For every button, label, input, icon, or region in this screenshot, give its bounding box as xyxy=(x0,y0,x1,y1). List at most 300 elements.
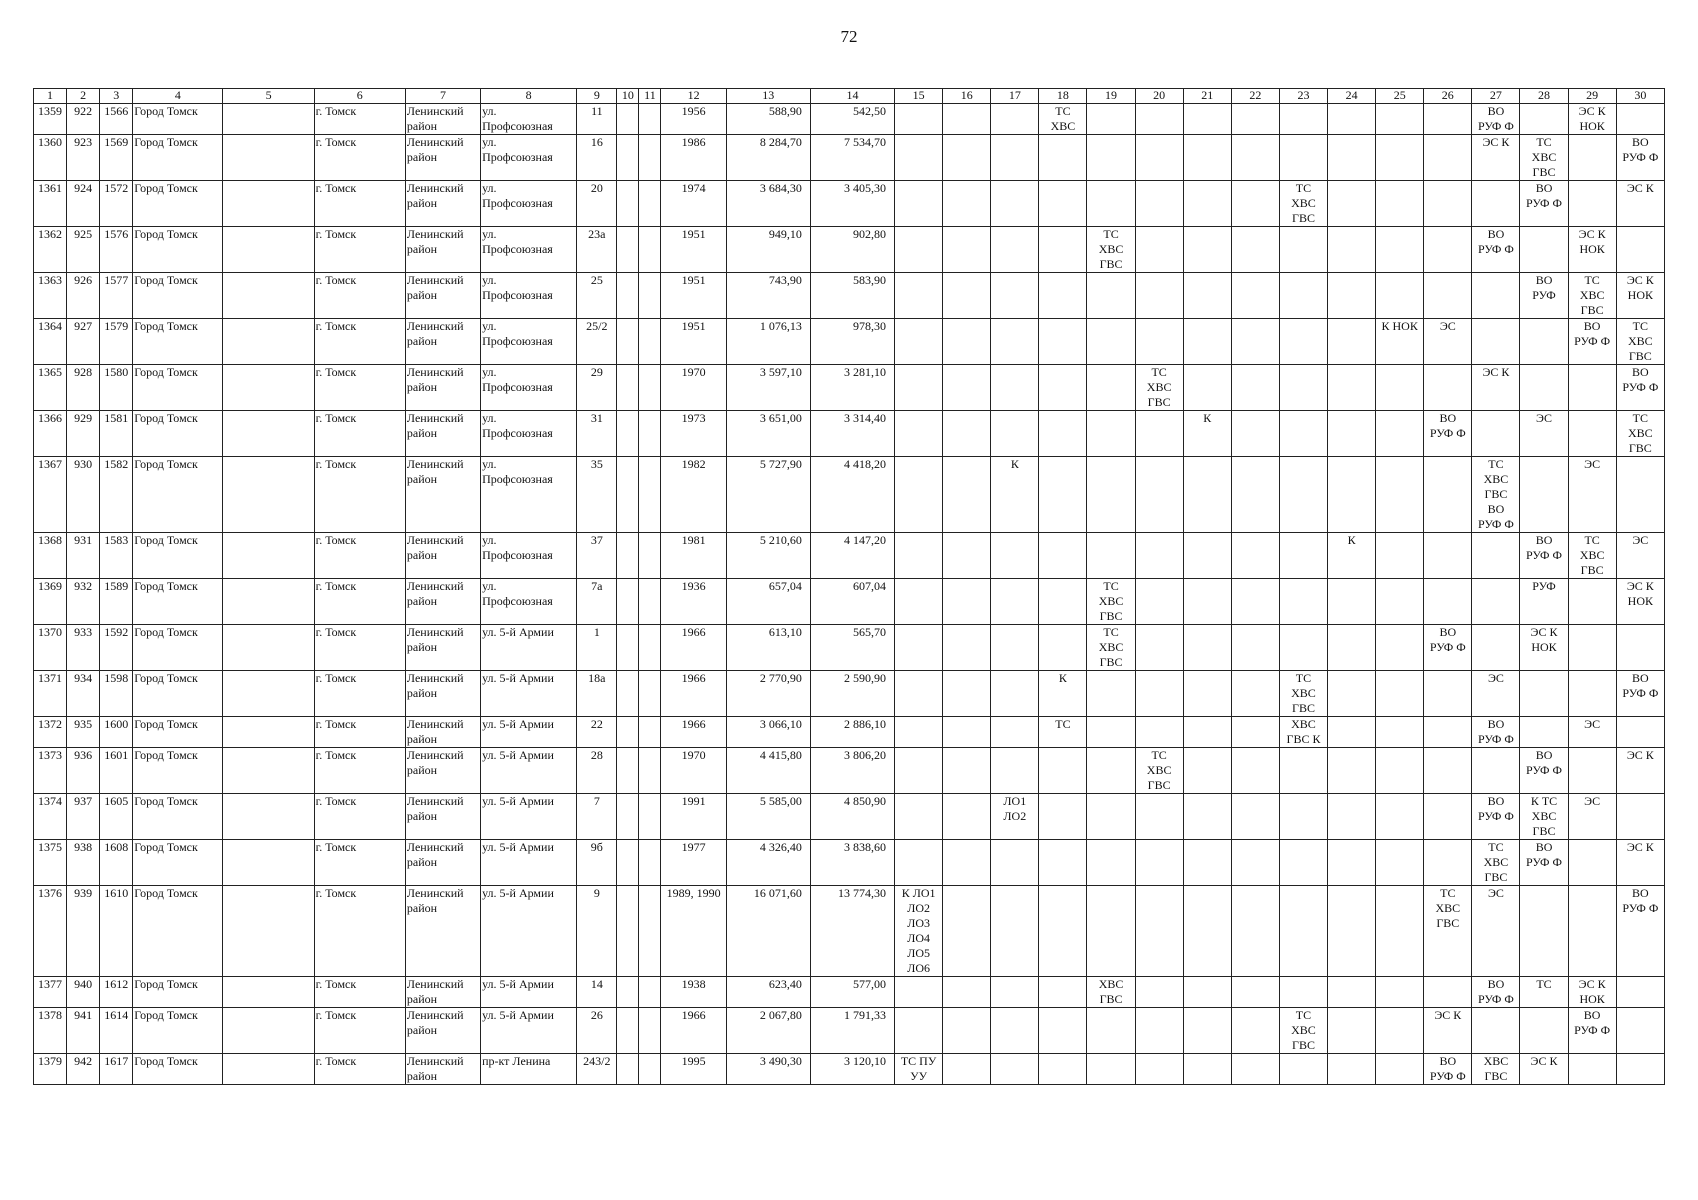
table-cell-col-15 xyxy=(895,717,943,748)
table-row xyxy=(34,886,1665,977)
table-cell-col-24 xyxy=(1328,181,1376,227)
table-cell-col-25 xyxy=(1376,533,1424,579)
table-cell-col-8: ул. 5-й Армии xyxy=(481,794,577,840)
table-cell-col-30: ЭС К НОК xyxy=(1616,273,1664,319)
table-cell-col-4: Город Томск xyxy=(133,1008,223,1054)
table-cell-col-16 xyxy=(943,579,991,625)
table-cell-col-23 xyxy=(1279,579,1327,625)
table-cell-col-14: 2 590,90 xyxy=(810,671,894,717)
table-cell-col-12: 1995 xyxy=(661,1054,726,1085)
table-cell-col-2: 934 xyxy=(67,671,100,717)
table-cell-col-18 xyxy=(1039,840,1087,886)
table-cell-col-13: 3 651,00 xyxy=(726,411,810,457)
column-header-24: 24 xyxy=(1328,89,1376,104)
table-cell-col-2: 940 xyxy=(67,977,100,1008)
table-cell-col-26 xyxy=(1424,579,1472,625)
table-cell-col-20 xyxy=(1135,104,1183,135)
table-cell-col-5 xyxy=(223,1008,314,1054)
table-cell-col-1: 1375 xyxy=(34,840,67,886)
table-cell-col-9: 14 xyxy=(577,977,617,1008)
table-cell-col-22 xyxy=(1231,977,1279,1008)
table-cell-col-15 xyxy=(895,977,943,1008)
table-cell-col-23 xyxy=(1279,135,1327,181)
table-cell-col-10 xyxy=(617,1008,639,1054)
table-cell-col-11 xyxy=(639,840,661,886)
column-header-21: 21 xyxy=(1183,89,1231,104)
table-cell-col-29: ТС ХВС ГВС xyxy=(1568,273,1616,319)
table-cell-col-4: Город Томск xyxy=(133,671,223,717)
table-cell-col-17 xyxy=(991,227,1039,273)
column-header-3: 3 xyxy=(100,89,133,104)
table-cell-col-10 xyxy=(617,533,639,579)
column-header-30: 30 xyxy=(1616,89,1664,104)
table-cell-col-8: ул. 5-й Армии xyxy=(481,977,577,1008)
table-cell-col-19 xyxy=(1087,533,1135,579)
table-cell-col-24 xyxy=(1328,411,1376,457)
table-cell-col-21 xyxy=(1183,1054,1231,1085)
table-cell-col-24 xyxy=(1328,273,1376,319)
table-cell-col-10 xyxy=(617,227,639,273)
table-cell-col-2: 928 xyxy=(67,365,100,411)
table-cell-col-23: ХВС ГВС К xyxy=(1279,717,1327,748)
table-cell-col-22 xyxy=(1231,319,1279,365)
table-cell-col-15 xyxy=(895,748,943,794)
table-cell-col-2: 931 xyxy=(67,533,100,579)
table-cell-col-21 xyxy=(1183,365,1231,411)
table-cell-col-12: 1982 xyxy=(661,457,726,533)
table-cell-col-7: Ленинский район xyxy=(405,533,480,579)
table-cell-col-21 xyxy=(1183,319,1231,365)
table-cell-col-19 xyxy=(1087,365,1135,411)
table-cell-col-29 xyxy=(1568,135,1616,181)
table-cell-col-28: РУФ xyxy=(1520,579,1568,625)
table-cell-col-14: 3 281,10 xyxy=(810,365,894,411)
table-cell-col-24 xyxy=(1328,671,1376,717)
table-cell-col-22 xyxy=(1231,794,1279,840)
table-cell-col-18: ТС ХВС xyxy=(1039,104,1087,135)
table-cell-col-24 xyxy=(1328,104,1376,135)
table-cell-col-8: ул. 5-й Армии xyxy=(481,717,577,748)
table-cell-col-14: 607,04 xyxy=(810,579,894,625)
table-cell-col-12: 1974 xyxy=(661,181,726,227)
table-cell-col-10 xyxy=(617,840,639,886)
table-cell-col-3: 1583 xyxy=(100,533,133,579)
table-cell-col-24 xyxy=(1328,625,1376,671)
table-cell-col-10 xyxy=(617,411,639,457)
table-cell-col-17 xyxy=(991,671,1039,717)
table-cell-col-14: 902,80 xyxy=(810,227,894,273)
table-cell-col-9: 29 xyxy=(577,365,617,411)
column-header-28: 28 xyxy=(1520,89,1568,104)
table-cell-col-9: 7 xyxy=(577,794,617,840)
column-header-2: 2 xyxy=(67,89,100,104)
table-cell-col-5 xyxy=(223,717,314,748)
table-cell-col-14: 583,90 xyxy=(810,273,894,319)
table-cell-col-3: 1572 xyxy=(100,181,133,227)
table-cell-col-13: 3 066,10 xyxy=(726,717,810,748)
table-cell-col-7: Ленинский район xyxy=(405,977,480,1008)
table-cell-col-1: 1366 xyxy=(34,411,67,457)
table-cell-col-12: 1981 xyxy=(661,533,726,579)
table-cell-col-17 xyxy=(991,319,1039,365)
table-cell-col-11 xyxy=(639,671,661,717)
table-cell-col-19 xyxy=(1087,794,1135,840)
table-cell-col-2: 933 xyxy=(67,625,100,671)
table-cell-col-6: г. Томск xyxy=(314,977,405,1008)
table-cell-col-8: ул. 5-й Армии xyxy=(481,886,577,977)
table-cell-col-13: 2 770,90 xyxy=(726,671,810,717)
table-cell-col-25 xyxy=(1376,273,1424,319)
table-row xyxy=(34,227,1665,273)
table-cell-col-22 xyxy=(1231,533,1279,579)
table-cell-col-8: ул. 5-й Армии xyxy=(481,1008,577,1054)
table-cell-col-7: Ленинский район xyxy=(405,181,480,227)
table-cell-col-13: 588,90 xyxy=(726,104,810,135)
table-cell-col-2: 932 xyxy=(67,579,100,625)
table-cell-col-15 xyxy=(895,625,943,671)
table-cell-col-21 xyxy=(1183,1008,1231,1054)
table-cell-col-5 xyxy=(223,411,314,457)
table-cell-col-1: 1377 xyxy=(34,977,67,1008)
table-cell-col-17 xyxy=(991,748,1039,794)
table-cell-col-22 xyxy=(1231,1054,1279,1085)
table-cell-col-15 xyxy=(895,457,943,533)
table-cell-col-5 xyxy=(223,579,314,625)
table-cell-col-26 xyxy=(1424,794,1472,840)
table-cell-col-5 xyxy=(223,273,314,319)
table-cell-col-13: 949,10 xyxy=(726,227,810,273)
table-cell-col-24 xyxy=(1328,1054,1376,1085)
table-cell-col-17 xyxy=(991,273,1039,319)
table-cell-col-22 xyxy=(1231,625,1279,671)
table-cell-col-1: 1370 xyxy=(34,625,67,671)
table-cell-col-10 xyxy=(617,794,639,840)
table-cell-col-20 xyxy=(1135,411,1183,457)
table-cell-col-9: 18а xyxy=(577,671,617,717)
table-cell-col-19 xyxy=(1087,748,1135,794)
table-cell-col-6: г. Томск xyxy=(314,273,405,319)
table-cell-col-6: г. Томск xyxy=(314,533,405,579)
table-cell-col-1: 1364 xyxy=(34,319,67,365)
table-cell-col-27 xyxy=(1472,1008,1520,1054)
column-header-8: 8 xyxy=(481,89,577,104)
table-cell-col-7: Ленинский район xyxy=(405,671,480,717)
table-cell-col-3: 1576 xyxy=(100,227,133,273)
table-cell-col-5 xyxy=(223,794,314,840)
table-cell-col-23 xyxy=(1279,227,1327,273)
table-cell-col-4: Город Томск xyxy=(133,181,223,227)
table-cell-col-6: г. Томск xyxy=(314,840,405,886)
table-cell-col-22 xyxy=(1231,457,1279,533)
table-cell-col-2: 923 xyxy=(67,135,100,181)
table-cell-col-24 xyxy=(1328,886,1376,977)
table-cell-col-22 xyxy=(1231,273,1279,319)
table-cell-col-27: ТС ХВС ГВС xyxy=(1472,840,1520,886)
table-cell-col-28 xyxy=(1520,886,1568,977)
table-cell-col-3: 1601 xyxy=(100,748,133,794)
table-cell-col-2: 941 xyxy=(67,1008,100,1054)
table-cell-col-3: 1580 xyxy=(100,365,133,411)
table-cell-col-18 xyxy=(1039,181,1087,227)
table-cell-col-26 xyxy=(1424,457,1472,533)
table-cell-col-8: ул. Профсоюзная xyxy=(481,579,577,625)
table-cell-col-24 xyxy=(1328,319,1376,365)
table-cell-col-15 xyxy=(895,794,943,840)
table-cell-col-18 xyxy=(1039,1008,1087,1054)
table-cell-col-16 xyxy=(943,104,991,135)
table-cell-col-12: 1977 xyxy=(661,840,726,886)
table-cell-col-15 xyxy=(895,104,943,135)
table-cell-col-25 xyxy=(1376,1008,1424,1054)
table-cell-col-12: 1966 xyxy=(661,1008,726,1054)
table-cell-col-25 xyxy=(1376,748,1424,794)
table-cell-col-25 xyxy=(1376,579,1424,625)
table-cell-col-29 xyxy=(1568,625,1616,671)
table-cell-col-24 xyxy=(1328,457,1376,533)
table-cell-col-12: 1966 xyxy=(661,625,726,671)
table-cell-col-28 xyxy=(1520,1008,1568,1054)
table-cell-col-15 xyxy=(895,135,943,181)
table-cell-col-16 xyxy=(943,273,991,319)
table-cell-col-11 xyxy=(639,886,661,977)
table-cell-col-27 xyxy=(1472,533,1520,579)
table-cell-col-30: ВО РУФ Ф xyxy=(1616,671,1664,717)
column-header-27: 27 xyxy=(1472,89,1520,104)
column-header-4: 4 xyxy=(133,89,223,104)
table-cell-col-5 xyxy=(223,457,314,533)
table-cell-col-6: г. Томск xyxy=(314,104,405,135)
table-cell-col-28 xyxy=(1520,457,1568,533)
table-cell-col-6: г. Томск xyxy=(314,227,405,273)
table-cell-col-10 xyxy=(617,625,639,671)
table-cell-col-1: 1360 xyxy=(34,135,67,181)
table-cell-col-9: 9 xyxy=(577,886,617,977)
table-cell-col-9: 7а xyxy=(577,579,617,625)
table-cell-col-22 xyxy=(1231,411,1279,457)
table-cell-col-9: 23а xyxy=(577,227,617,273)
table-cell-col-28: ВО РУФ Ф xyxy=(1520,840,1568,886)
table-cell-col-23: ТС ХВС ГВС xyxy=(1279,1008,1327,1054)
table-cell-col-4: Город Томск xyxy=(133,457,223,533)
table-cell-col-26: ЭС xyxy=(1424,319,1472,365)
table-cell-col-30 xyxy=(1616,1054,1664,1085)
table-cell-col-5 xyxy=(223,135,314,181)
table-cell-col-30: ЭС К xyxy=(1616,181,1664,227)
table-cell-col-11 xyxy=(639,365,661,411)
table-cell-col-13: 4 415,80 xyxy=(726,748,810,794)
table-cell-col-23 xyxy=(1279,748,1327,794)
table-cell-col-15 xyxy=(895,319,943,365)
table-cell-col-13: 5 727,90 xyxy=(726,457,810,533)
table-cell-col-27: ВО РУФ Ф xyxy=(1472,227,1520,273)
table-cell-col-16 xyxy=(943,717,991,748)
table-cell-col-29: ТС ХВС ГВС xyxy=(1568,533,1616,579)
table-cell-col-24 xyxy=(1328,748,1376,794)
table-cell-col-18 xyxy=(1039,457,1087,533)
table-cell-col-20: ТС ХВС ГВС xyxy=(1135,365,1183,411)
table-cell-col-1: 1374 xyxy=(34,794,67,840)
table-cell-col-29: ВО РУФ Ф xyxy=(1568,319,1616,365)
table-cell-col-2: 936 xyxy=(67,748,100,794)
table-cell-col-4: Город Томск xyxy=(133,794,223,840)
table-cell-col-12: 1956 xyxy=(661,104,726,135)
table-cell-col-17 xyxy=(991,717,1039,748)
table-cell-col-30: ЭС К xyxy=(1616,840,1664,886)
table-cell-col-29: ЭС xyxy=(1568,717,1616,748)
table-cell-col-13: 623,40 xyxy=(726,977,810,1008)
table-cell-col-27 xyxy=(1472,181,1520,227)
table-cell-col-4: Город Томск xyxy=(133,365,223,411)
table-cell-col-20: ТС ХВС ГВС xyxy=(1135,748,1183,794)
table-row xyxy=(34,717,1665,748)
table-cell-col-29: ЭС xyxy=(1568,794,1616,840)
table-cell-col-23 xyxy=(1279,886,1327,977)
table-cell-col-17 xyxy=(991,886,1039,977)
table-cell-col-6: г. Томск xyxy=(314,717,405,748)
table-cell-col-8: ул. Профсоюзная xyxy=(481,135,577,181)
table-cell-col-21 xyxy=(1183,794,1231,840)
table-cell-col-10 xyxy=(617,181,639,227)
table-cell-col-19 xyxy=(1087,273,1135,319)
table-cell-col-22 xyxy=(1231,579,1279,625)
table-cell-col-1: 1379 xyxy=(34,1054,67,1085)
table-cell-col-14: 542,50 xyxy=(810,104,894,135)
table-cell-col-6: г. Томск xyxy=(314,748,405,794)
table-cell-col-14: 4 418,20 xyxy=(810,457,894,533)
table-cell-col-12: 1966 xyxy=(661,717,726,748)
table-cell-col-4: Город Томск xyxy=(133,840,223,886)
table-cell-col-25 xyxy=(1376,671,1424,717)
table-cell-col-16 xyxy=(943,671,991,717)
table-cell-col-25 xyxy=(1376,227,1424,273)
table-cell-col-25 xyxy=(1376,104,1424,135)
table-cell-col-4: Город Томск xyxy=(133,319,223,365)
table-cell-col-13: 1 076,13 xyxy=(726,319,810,365)
table-cell-col-11 xyxy=(639,1054,661,1085)
table-cell-col-29 xyxy=(1568,886,1616,977)
table-cell-col-28: ЭС К НОК xyxy=(1520,625,1568,671)
table-cell-col-26 xyxy=(1424,717,1472,748)
table-cell-col-4: Город Томск xyxy=(133,135,223,181)
table-cell-col-2: 929 xyxy=(67,411,100,457)
table-cell-col-7: Ленинский район xyxy=(405,104,480,135)
table-cell-col-27 xyxy=(1472,625,1520,671)
table-row xyxy=(34,625,1665,671)
table-cell-col-6: г. Томск xyxy=(314,794,405,840)
table-cell-col-25 xyxy=(1376,794,1424,840)
column-header-13: 13 xyxy=(726,89,810,104)
table-cell-col-18 xyxy=(1039,227,1087,273)
table-cell-col-12: 1936 xyxy=(661,579,726,625)
table-cell-col-26 xyxy=(1424,533,1472,579)
table-cell-col-2: 925 xyxy=(67,227,100,273)
table-cell-col-30 xyxy=(1616,227,1664,273)
table-cell-col-29 xyxy=(1568,671,1616,717)
table-cell-col-4: Город Томск xyxy=(133,717,223,748)
table-cell-col-25: К НОК xyxy=(1376,319,1424,365)
table-cell-col-3: 1608 xyxy=(100,840,133,886)
table-cell-col-18 xyxy=(1039,365,1087,411)
table-cell-col-8: ул. Профсоюзная xyxy=(481,319,577,365)
table-cell-col-1: 1365 xyxy=(34,365,67,411)
table-cell-col-6: г. Томск xyxy=(314,411,405,457)
table-cell-col-25 xyxy=(1376,411,1424,457)
table-cell-col-8: ул. Профсоюзная xyxy=(481,104,577,135)
column-header-22: 22 xyxy=(1231,89,1279,104)
table-cell-col-16 xyxy=(943,748,991,794)
table-cell-col-7: Ленинский район xyxy=(405,840,480,886)
table-cell-col-24 xyxy=(1328,717,1376,748)
table-cell-col-29: ЭС К НОК xyxy=(1568,104,1616,135)
table-cell-col-17 xyxy=(991,411,1039,457)
table-cell-col-2: 927 xyxy=(67,319,100,365)
table-cell-col-23 xyxy=(1279,457,1327,533)
table-cell-col-3: 1598 xyxy=(100,671,133,717)
table-cell-col-2: 924 xyxy=(67,181,100,227)
table-cell-col-23 xyxy=(1279,104,1327,135)
table-cell-col-28: ВО РУФ Ф xyxy=(1520,533,1568,579)
table-cell-col-3: 1577 xyxy=(100,273,133,319)
table-cell-col-26 xyxy=(1424,273,1472,319)
table-cell-col-1: 1363 xyxy=(34,273,67,319)
table-cell-col-16 xyxy=(943,135,991,181)
table-cell-col-30: ЭС К xyxy=(1616,748,1664,794)
table-cell-col-26 xyxy=(1424,671,1472,717)
table-cell-col-10 xyxy=(617,104,639,135)
table-cell-col-27 xyxy=(1472,273,1520,319)
table-cell-col-9: 22 xyxy=(577,717,617,748)
table-cell-col-7: Ленинский район xyxy=(405,227,480,273)
table-cell-col-11 xyxy=(639,579,661,625)
column-header-12: 12 xyxy=(661,89,726,104)
table-cell-col-9: 28 xyxy=(577,748,617,794)
table-cell-col-27: ВО РУФ Ф xyxy=(1472,794,1520,840)
table-cell-col-19 xyxy=(1087,1008,1135,1054)
table-cell-col-15 xyxy=(895,579,943,625)
table-cell-col-25 xyxy=(1376,181,1424,227)
table-row xyxy=(34,1008,1665,1054)
table-cell-col-2: 942 xyxy=(67,1054,100,1085)
table-cell-col-25 xyxy=(1376,886,1424,977)
table-cell-col-11 xyxy=(639,227,661,273)
table-cell-col-28: ВО РУФ Ф xyxy=(1520,181,1568,227)
table-cell-col-1: 1376 xyxy=(34,886,67,977)
table-cell-col-24 xyxy=(1328,794,1376,840)
table-cell-col-13: 613,10 xyxy=(726,625,810,671)
table-cell-col-16 xyxy=(943,319,991,365)
table-cell-col-24 xyxy=(1328,977,1376,1008)
table-cell-col-11 xyxy=(639,533,661,579)
table-cell-col-12: 1991 xyxy=(661,794,726,840)
table-cell-col-30 xyxy=(1616,1008,1664,1054)
housing-register-table xyxy=(33,88,1665,1085)
table-cell-col-14: 565,70 xyxy=(810,625,894,671)
table-cell-col-12: 1970 xyxy=(661,365,726,411)
column-header-7: 7 xyxy=(405,89,480,104)
table-cell-col-11 xyxy=(639,319,661,365)
table-cell-col-5 xyxy=(223,886,314,977)
table-cell-col-13: 743,90 xyxy=(726,273,810,319)
table-cell-col-11 xyxy=(639,273,661,319)
table-cell-col-29 xyxy=(1568,840,1616,886)
table-cell-col-29: ЭС К НОК xyxy=(1568,227,1616,273)
table-cell-col-24 xyxy=(1328,579,1376,625)
table-cell-col-30: ТС ХВС ГВС xyxy=(1616,319,1664,365)
table-cell-col-16 xyxy=(943,886,991,977)
table-cell-col-28: ЭС К xyxy=(1520,1054,1568,1085)
table-cell-col-17 xyxy=(991,104,1039,135)
table-cell-col-13: 5 585,00 xyxy=(726,794,810,840)
